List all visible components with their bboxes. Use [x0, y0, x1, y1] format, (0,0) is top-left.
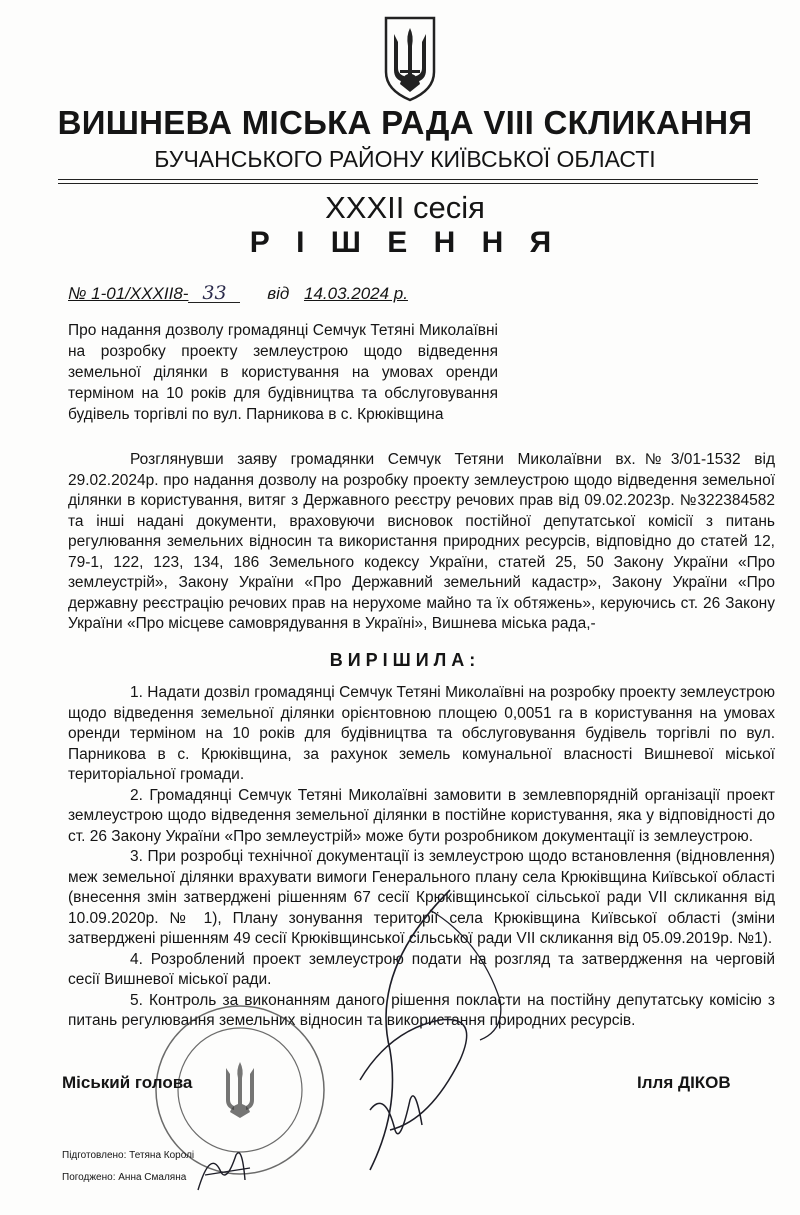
session-label: XXXII сесія	[325, 190, 485, 225]
approval-initials-icon	[190, 1140, 260, 1200]
header-rule	[58, 183, 758, 184]
prepared-by: Підготовлено: Тетяна Королі	[62, 1150, 195, 1161]
tryzub-emblem-icon	[382, 14, 438, 102]
council-title: ВИШНЕВА МІСЬКА РАДА VIІІ СКЛИКАННЯ	[57, 104, 753, 141]
decision-subject: Про надання дозволу громадянці Семчук Тетяні Миколаївні на розробку проекту землеустрою щодо відведення земельної ділянки в користування на умовах оренди терміном на 10 років для будівництва та обслуговування будівель торгівлі по вул. Парникова в с. Крюківщина	[68, 322, 498, 423]
document-type-title: Р І Ш Е Н Н Я	[249, 226, 561, 259]
header-rule	[58, 179, 758, 180]
decision-number-line	[68, 284, 408, 304]
resolution-item-3: 3. При розробці технічної документації із землеустрою щодо встановлення (відновлення) меж земельної ділянки врахувати вимоги Генерального плану села Крюківщина Київської області (внесення змін затверджені рішенням 67 сесії Крюківщинської сільської ради VII скликання від 10.09.2020р. № 1), Плану зонування території села Крюківщина Київської області (зміни затверджені рішенням 49 сесії Крюківщинської сільської ради VII скликання від 05.09.2019р. №1).	[68, 848, 775, 947]
resolution-item-1: 1. Надати дозвіл громадянці Семчук Тетяні Миколаївні на розробку проекту землеустрою щодо відведення земельної ділянки орієнтовною площею 0,0051 га в користування на умовах оренди терміном на 10 років для будівництва та обслуговування будівель торгівлі по вул. Парникова в с. Крюківщина, за рахунок земель комунальної власності Вишневої міської територіальної громади.	[68, 684, 775, 783]
resolution-item-4: 4. Розроблений проект землеустрою подати на розгляд та затвердження на черговій сесії Вишневої міської ради.	[68, 950, 775, 988]
signatory-title: Міський голова	[62, 1073, 193, 1092]
district-subtitle: БУЧАНСЬКОГО РАЙОНУ КИЇВСЬКОЇ ОБЛАСТІ	[154, 146, 656, 172]
resolution-item-5: 5. Контроль за виконанням даного рішення покласти на постійну депутатську комісію з питань регулювання земельних відносин та використання природних ресурсів.	[68, 991, 775, 1029]
resolved-heading: ВИРІШИЛА:	[329, 650, 481, 670]
resolution-item-2: 2. Громадянці Семчук Тетяні Миколаївні замовити в землевпорядній організації проект землеустрою щодо відведення земельної ділянки в постійне користування, яка у відповідності до ст. 26 Закону України «Про землеустрій» може бути розробником документації із землеустрою.	[68, 786, 775, 845]
signatory-name: Ілля ДІКОВ	[637, 1073, 731, 1092]
decision-date: 14.03.2024 р.	[303, 284, 408, 303]
handwritten-signature-icon	[330, 880, 510, 1200]
handwritten-number: 33	[188, 284, 240, 303]
preamble-paragraph: Розглянувши заяву громадянки Семчук Тетяни Миколаївни вх.№3/01-1532 від 29.02.2024р. про надання дозволу на розробку проекту землеустрою щодо відведення земельної ділянки в користування, витяг з Державного реєстру речових прав від 09.02.2023р. №322384582 та інші надані документи, враховуючи висновок постійної депутатської комісії з питань регулювання земельних відносин та використання природних ресурсів, відповідно до статей 12, 79-1, 122, 123, 134, 186 Земельного кодексу України, статей 25, 50 Закону України «Про землеустрій», Закону України «Про Державний земельний кадастр», Закону України «Про державну реєстрацію речових прав на нерухоме майно та їх обтяжень», керуючись ст. 26 Закону України «Про місцеве самоврядування в Україні», Вишнева міська рада,-	[68, 451, 775, 632]
date-from-label: від	[267, 284, 290, 303]
agreed-by: Погоджено: Анна Смаляна	[62, 1172, 187, 1183]
decision-number-prefix: № 1-01/XXXII8-	[68, 284, 189, 303]
